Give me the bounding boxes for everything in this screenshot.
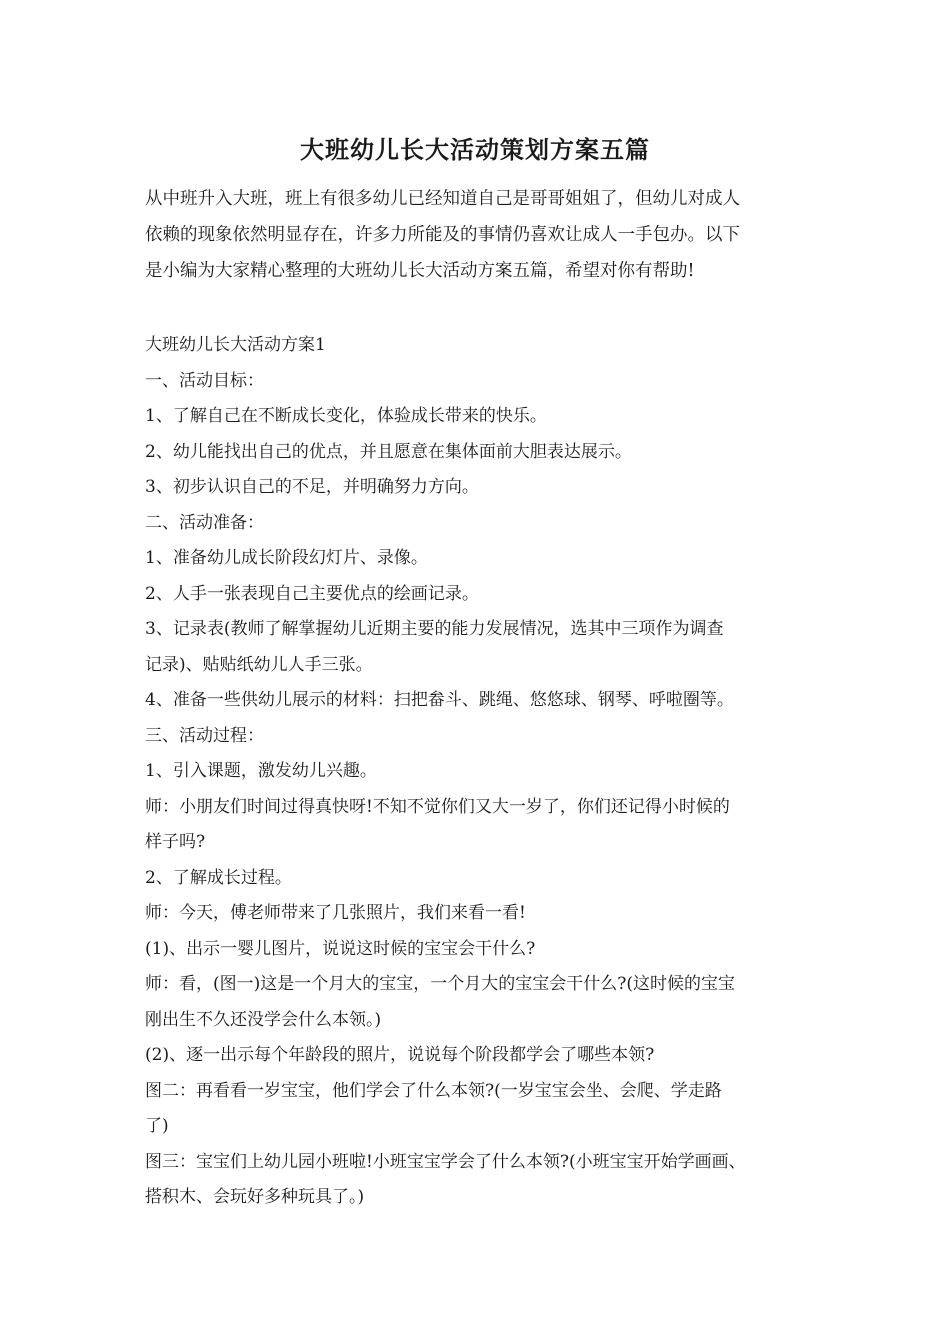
intro-line: 从中班升入大班，班上有很多幼儿已经知道自己是哥哥姐姐了，但幼儿对成人 [145, 189, 740, 209]
body-line: 1、引入课题，激发幼儿兴趣。 [145, 761, 377, 781]
intro-line: 依赖的现象依然明显存在，许多力所能及的事情仍喜欢让成人一手包办。以下 [145, 225, 740, 245]
document-body [145, 328, 835, 1216]
body-line: 2、幼儿能找出自己的优点，并且愿意在集体面前大胆表达展示。 [145, 441, 632, 462]
body-line: 记录)、贴贴纸幼儿人手三张。 [145, 654, 373, 675]
intro-line: 是小编为大家精心整理的大班幼儿长大活动方案五篇，希望对你有帮助! [145, 261, 695, 281]
section-heading: 大班幼儿长大活动方案1 [145, 335, 326, 355]
body-line: 图三：宝宝们上幼儿园小班啦!小班宝宝学会了什么本领?(小班宝宝开始学画画、 [145, 1151, 746, 1172]
body-line: 刚出生不久还没学会什么本领。) [145, 1009, 382, 1030]
body-line: 师：今天，傅老师带来了几张照片，我们来看一看! [145, 903, 526, 923]
body-line: (2)、逐一出示每个年龄段的照片，说说每个阶段都学会了哪些本领? [145, 1045, 655, 1065]
body-line: 3、初步认识自己的不足，并明确努力方向。 [145, 477, 479, 497]
body-line: 2、了解成长过程。 [145, 867, 292, 888]
body-line: 样子吗? [145, 832, 206, 852]
subsection-heading: 一、活动目标： [145, 370, 264, 391]
subsection-heading: 三、活动过程： [145, 725, 264, 746]
body-line: (1)、出示一婴儿图片，说说这时候的宝宝会干什么? [145, 938, 536, 959]
body-line: 搭积木、会玩好多种玩具了。) [145, 1187, 365, 1207]
body-line: 1、准备幼儿成长阶段幻灯片、录像。 [145, 548, 428, 568]
body-line: 了) [145, 1116, 169, 1136]
body-line: 4、准备一些供幼儿展示的材料：扫把畚斗、跳绳、悠悠球、钢琴、呼啦圈等。 [145, 690, 734, 710]
body-line: 2、人手一张表现自己主要优点的绘画记录。 [145, 583, 479, 604]
subsection-heading: 二、活动准备： [145, 512, 264, 533]
body-line: 1、了解自己在不断成长变化，体验成长带来的快乐。 [145, 406, 547, 426]
body-line: 师：看，(图一)这是一个月大的宝宝，一个月大的宝宝会干什么?(这时候的宝宝 [145, 974, 736, 994]
body-line: 3、记录表(教师了解掌握幼儿近期主要的能力发展情况，选其中三项作为调查 [145, 619, 724, 639]
document-title: 大班幼儿长大活动策划方案五篇 [300, 135, 650, 164]
body-line: 图二：再看看一岁宝宝，他们学会了什么本领?(一岁宝宝会坐、会爬、学走路 [145, 1080, 722, 1101]
intro-paragraph [145, 181, 825, 289]
body-line: 师：小朋友们时间过得真快呀!不知不觉你们又大一岁了，你们还记得小时候的 [145, 796, 730, 817]
